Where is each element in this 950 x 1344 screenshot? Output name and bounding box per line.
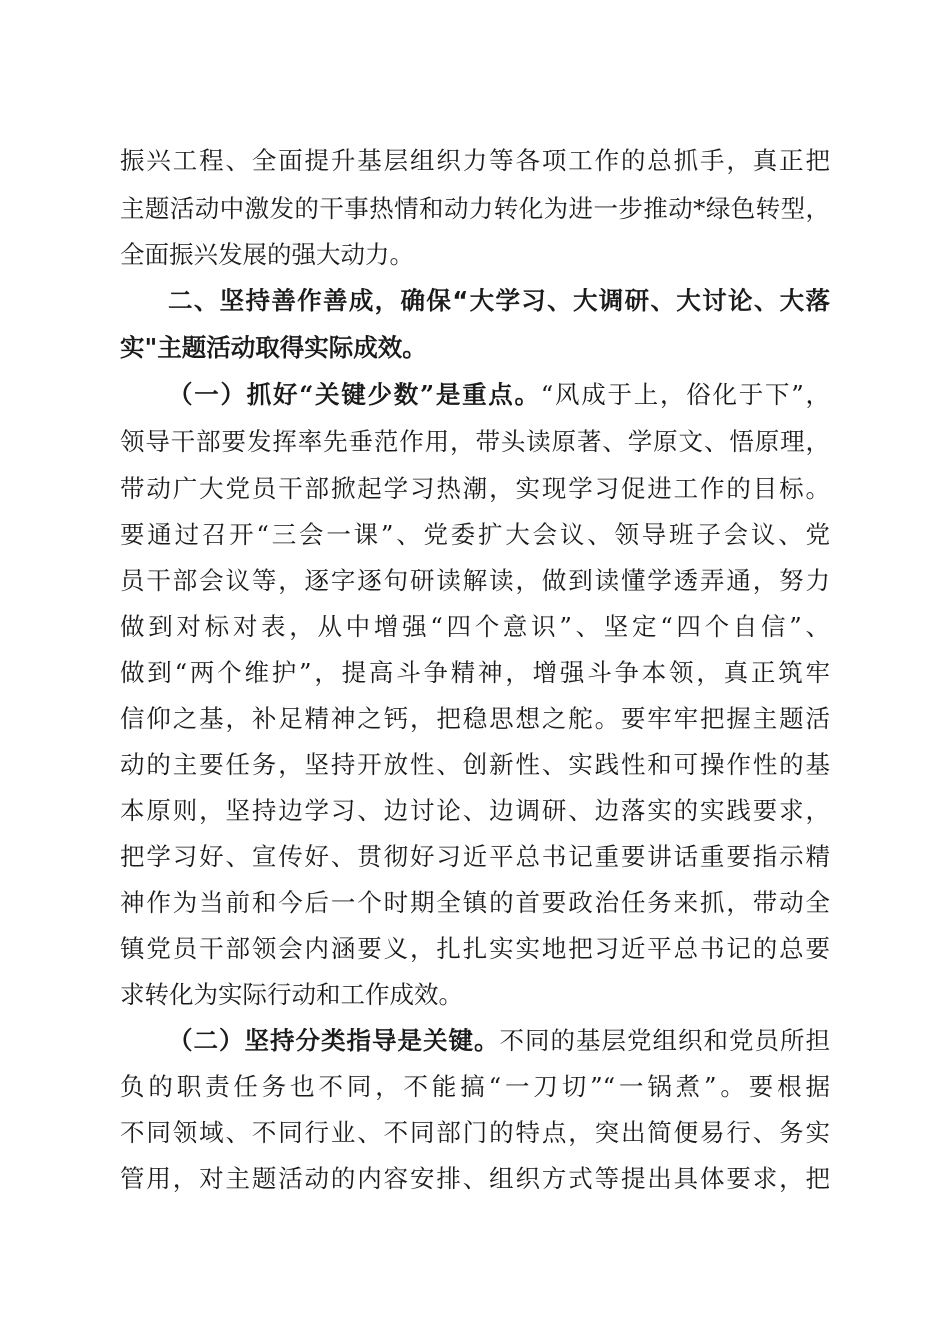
- text-line: 负的职责任务也不同，不能搞“一刀切”“一锅煮”。要根据: [120, 1072, 830, 1101]
- text-line: 全面振兴发展的强大动力。: [120, 240, 414, 269]
- text-span: 不同的基层党组织和党员所担: [499, 1026, 830, 1055]
- text-line: 信仰之基，补足精神之钙，把稳思想之舵。要牢牢把握主题活: [120, 704, 830, 733]
- subsection-lead: （二）坚持分类指导是关键。: [168, 1026, 500, 1055]
- text-line: 镇党员干部领会内涵要义，扎扎实实地把习近平总书记的总要: [120, 934, 830, 963]
- text-line: 把学习好、宣传好、贯彻好习近平总书记重要讲话重要指示精: [120, 842, 830, 871]
- text-line: 求转化为实际行动和工作成效。: [120, 980, 463, 1009]
- text-line: 员干部会议等，逐字逐句研读解读，做到读懂学透弄通，努力: [120, 566, 830, 595]
- text-line: 不同领域、不同行业、不同部门的特点，突出简便易行、务实: [120, 1118, 830, 1147]
- text-line: 要通过召开“三会一课”、党委扩大会议、领导班子会议、党: [120, 520, 830, 549]
- text-line: 做到对标对表，从中增强“四个意识”、坚定“四个自信”、: [120, 612, 830, 641]
- heading-line: 实"主题活动取得实际成效。: [120, 333, 427, 362]
- text-line: 主题活动中激发的干事热情和动力转化为进一步推动*绿色转型，: [120, 194, 830, 223]
- text-span: “风成于上，俗化于下”，: [540, 380, 830, 409]
- text-line: 振兴工程、全面提升基层组织力等各项工作的总抓手，真正把: [120, 146, 830, 175]
- text-line: 神作为当前和今后一个时期全镇的首要政治任务来抓，带动全: [120, 888, 830, 917]
- text-line: 领导干部要发挥率先垂范作用，带头读原著、学原文、悟原理，: [120, 427, 830, 456]
- text-line: 管用，对主题活动的内容安排、组织方式等提出具体要求，把: [120, 1164, 830, 1193]
- text-line: [168, 380, 830, 410]
- text-line: 本原则，坚持边学习、边讨论、边调研、边落实的实践要求，: [120, 796, 830, 825]
- text-line: [168, 1026, 830, 1056]
- text-line: 动的主要任务，坚持开放性、创新性、实践性和可操作性的基: [120, 750, 830, 779]
- heading-line: 二、坚持善作善成，确保“大学习、大调研、大讨论、大落: [168, 286, 830, 315]
- text-line: 带动广大党员干部掀起学习热潮，实现学习促进工作的目标。: [120, 474, 830, 503]
- text-line: 做到“两个维护”，提高斗争精神，增强斗争本领，真正筑牢: [120, 658, 830, 687]
- subsection-lead: （一）抓好“关键少数”是重点。: [168, 380, 541, 409]
